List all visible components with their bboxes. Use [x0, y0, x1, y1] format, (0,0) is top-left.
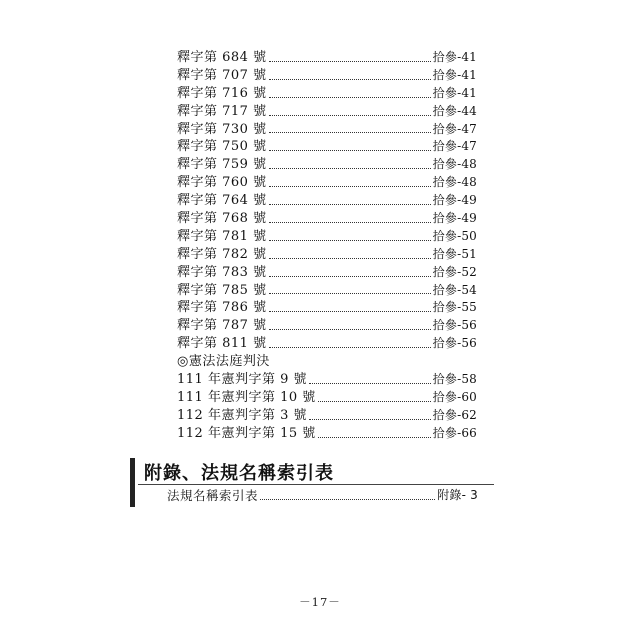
- toc-entry[interactable]: [177, 246, 477, 264]
- toc-entry-label: 釋字第 716 號: [177, 85, 267, 101]
- toc-entry-label: 釋字第 781 號: [177, 228, 267, 244]
- toc-entry-label: 釋字第 811 號: [177, 336, 267, 352]
- toc-entry-page: 拾參-50: [432, 228, 477, 243]
- toc-entry[interactable]: [177, 121, 477, 139]
- page-number: －17－: [299, 595, 341, 609]
- toc-entry-page: 拾參-47: [432, 139, 477, 154]
- court-entry-page: 拾參-62: [432, 407, 477, 422]
- toc-entry[interactable]: [177, 210, 477, 228]
- toc-entry-label: 釋字第 782 號: [177, 246, 267, 262]
- toc-entry[interactable]: [177, 103, 477, 121]
- toc-entry-page: 拾參-41: [432, 85, 477, 100]
- appendix-marker-bar: [130, 458, 135, 507]
- toc-entry-page: 拾參-56: [432, 336, 477, 351]
- dot-leader: [260, 499, 435, 500]
- toc-entry-label: 釋字第 787 號: [177, 318, 267, 334]
- court-entry[interactable]: [177, 389, 477, 407]
- toc-entry-label: 釋字第 750 號: [177, 139, 267, 155]
- toc-entry-page: 拾參-55: [432, 300, 477, 315]
- court-entry-page: 拾參-58: [432, 372, 477, 387]
- dot-leader: [269, 329, 431, 330]
- dot-leader: [269, 311, 431, 312]
- toc-entry-label: 釋字第 785 號: [177, 282, 267, 298]
- court-entry-label: 112 年憲判字第 3 號: [177, 407, 307, 423]
- toc-entry[interactable]: [177, 282, 477, 300]
- dot-leader: [269, 276, 431, 277]
- toc-entry-page: 拾參-54: [432, 282, 477, 297]
- toc-entry-page: 拾參-51: [432, 246, 477, 261]
- toc-entry[interactable]: [177, 192, 477, 210]
- toc-entry-page: 拾參-48: [432, 175, 477, 190]
- toc-entry-label: 釋字第 760 號: [177, 175, 267, 191]
- toc-entry-label: 釋字第 684 號: [177, 49, 267, 65]
- toc-list: [177, 49, 477, 443]
- dot-leader: [269, 293, 431, 294]
- toc-entry-page: 拾參-44: [432, 103, 477, 118]
- dot-leader: [269, 186, 431, 187]
- toc-entry[interactable]: [177, 85, 477, 103]
- court-entry-label: 112 年憲判字第 15 號: [177, 425, 316, 441]
- toc-entry[interactable]: [177, 138, 477, 156]
- court-entry-page: 拾參-60: [432, 389, 477, 404]
- toc-entry-label: 釋字第 717 號: [177, 103, 267, 119]
- appendix-entry-label: 法規名稱索引表: [167, 487, 259, 503]
- toc-entry[interactable]: [177, 67, 477, 85]
- toc-entry[interactable]: [177, 49, 477, 67]
- toc-entry-page: 拾參-56: [432, 318, 477, 333]
- appendix-divider: [138, 484, 494, 485]
- dot-leader: [309, 419, 431, 420]
- court-entry-page: 拾參-66: [432, 425, 477, 440]
- dot-leader: [269, 240, 431, 241]
- toc-entry-label: 釋字第 730 號: [177, 121, 267, 137]
- toc-entry-page: 拾參-49: [432, 193, 477, 208]
- toc-entry-label: 釋字第 768 號: [177, 211, 267, 226]
- dot-leader: [269, 132, 431, 133]
- dot-leader: [309, 383, 431, 384]
- toc-entry-label: 釋字第 759 號: [177, 157, 267, 173]
- court-entry[interactable]: [177, 407, 477, 425]
- dot-leader: [269, 222, 431, 223]
- dot-leader: [269, 97, 431, 98]
- toc-entry[interactable]: [177, 264, 477, 282]
- toc-entry[interactable]: [177, 317, 477, 335]
- toc-entry-label: 釋字第 783 號: [177, 264, 267, 280]
- toc-entry-page: 拾參-52: [432, 264, 477, 279]
- dot-leader: [318, 437, 431, 438]
- toc-entry-label: 釋字第 786 號: [177, 300, 267, 316]
- dot-leader: [269, 61, 431, 62]
- court-entry[interactable]: [177, 425, 477, 443]
- toc-entry[interactable]: [177, 156, 477, 174]
- court-judgments-heading: ◎憲法法庭判決: [177, 354, 270, 370]
- dot-leader: [269, 347, 431, 348]
- toc-entry-label: 釋字第 764 號: [177, 193, 267, 209]
- toc-entry-page: 拾參-41: [432, 67, 477, 82]
- court-entry[interactable]: [177, 371, 477, 389]
- dot-leader: [269, 115, 431, 116]
- appendix-entry[interactable]: [167, 487, 478, 505]
- dot-leader: [269, 258, 431, 259]
- toc-entry-page: 拾參-47: [432, 121, 477, 136]
- dot-leader: [269, 150, 431, 151]
- appendix-title: 附錄、法規名稱索引表: [144, 463, 334, 484]
- dot-leader: [318, 401, 431, 402]
- toc-entry[interactable]: [177, 299, 477, 317]
- toc-entry-page: 拾參-48: [432, 157, 477, 172]
- toc-entry[interactable]: [177, 174, 477, 192]
- court-entry-label: 111 年憲判字第 10 號: [177, 389, 316, 405]
- toc-entry-page: 拾參-41: [432, 49, 477, 64]
- toc-entry[interactable]: [177, 228, 477, 246]
- dot-leader: [269, 79, 431, 80]
- dot-leader: [269, 204, 431, 205]
- dot-leader: [269, 168, 431, 169]
- toc-entry-label: 釋字第 707 號: [177, 67, 267, 83]
- toc-entry-page: 拾參-49: [432, 211, 477, 225]
- court-entry-label: 111 年憲判字第 9 號: [177, 372, 307, 388]
- toc-entry[interactable]: [177, 335, 477, 353]
- appendix-entry-page: 附錄- 3: [437, 487, 478, 502]
